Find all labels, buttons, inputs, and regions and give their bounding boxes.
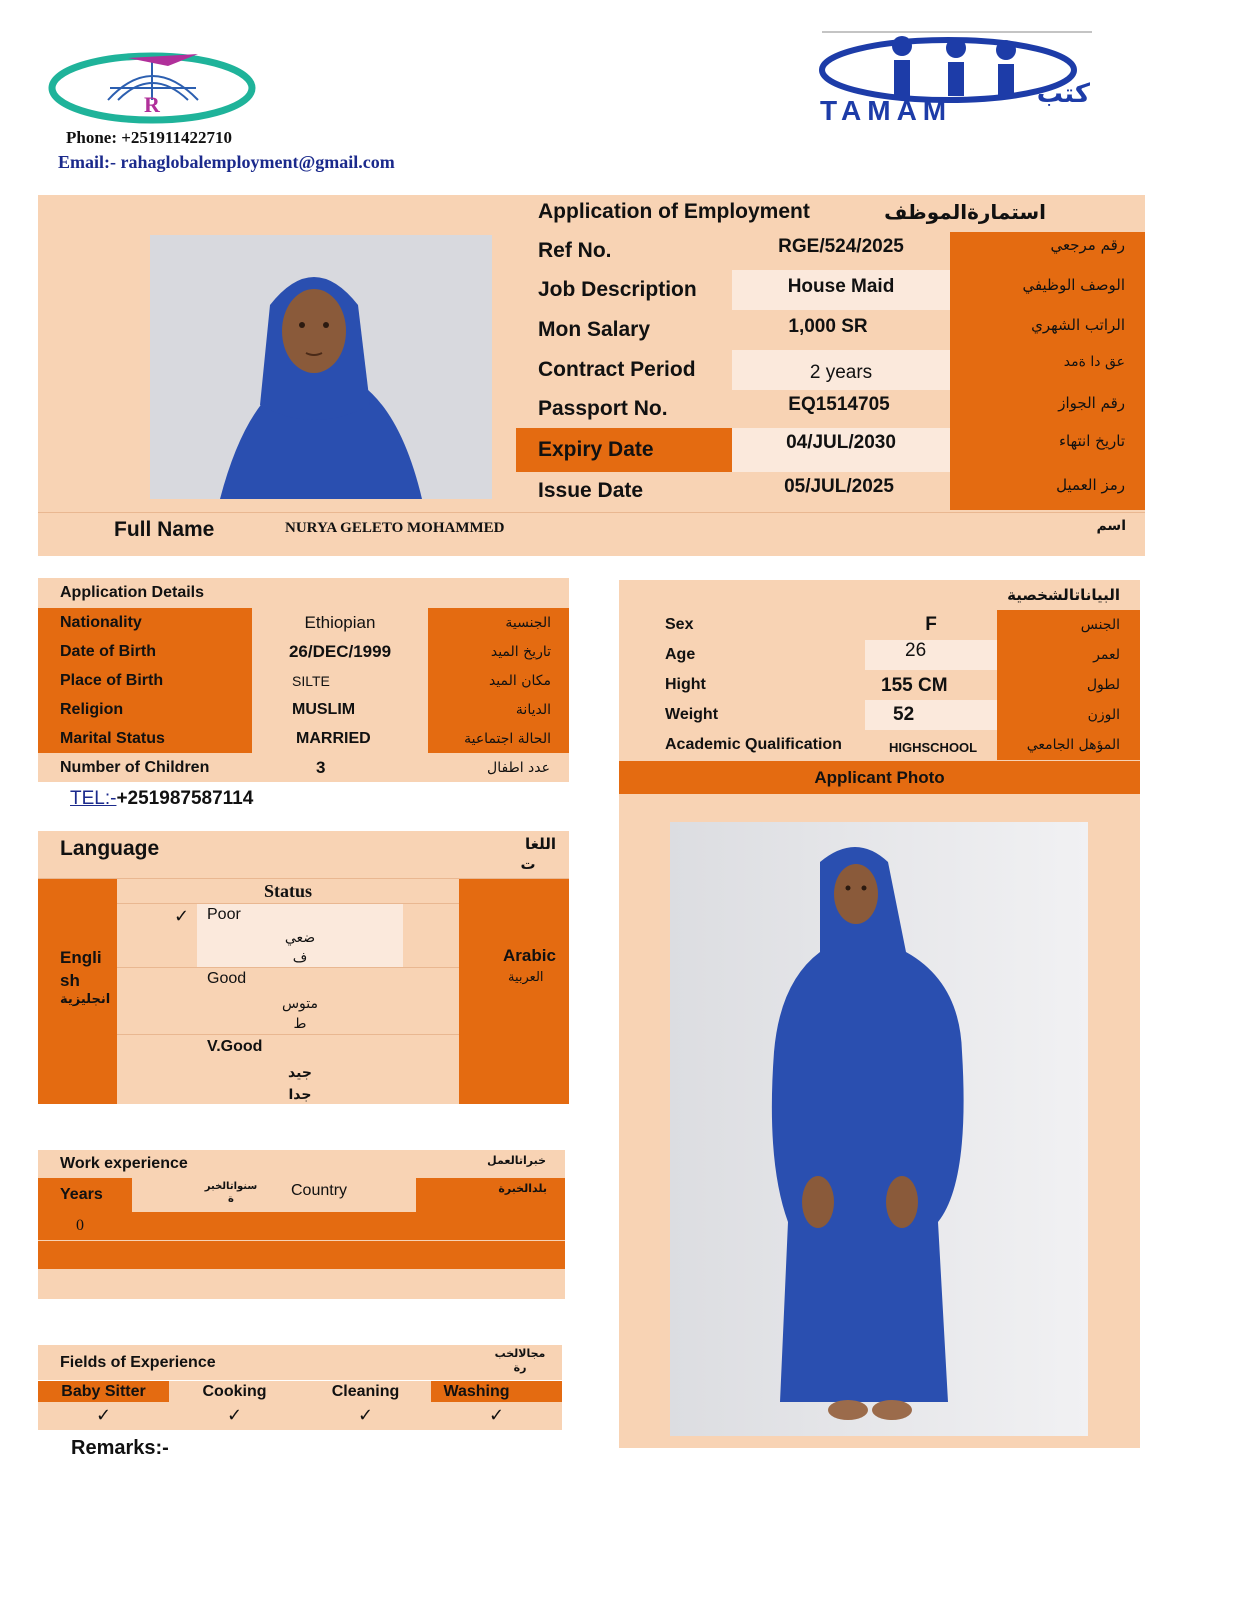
academic-ar: المؤهل الجامعي xyxy=(997,730,1140,760)
date-of-birth-ar: تاريخ الميد xyxy=(428,637,569,666)
vgood-label: V.Good xyxy=(207,1038,263,1055)
issue-date-label: Issue Date xyxy=(538,479,644,502)
job-description-ar: الوصف الوظيفي xyxy=(950,270,1145,310)
english-label-line1: Engli xyxy=(60,948,102,967)
poor-ar xyxy=(280,928,320,968)
sex-value: F xyxy=(925,614,937,635)
age-label: Age xyxy=(665,646,696,663)
weight-ar: الوزن xyxy=(997,700,1140,730)
contract-period-ar: عق دا ةمد xyxy=(950,350,1145,390)
expiry-date-label: Expiry Date xyxy=(516,428,732,472)
passport-photo xyxy=(150,235,492,499)
personal-title-ar: البياناتالشخصية xyxy=(1007,586,1120,604)
field-washing-check[interactable]: ✓ xyxy=(488,1404,505,1426)
good-ar-line2: ط xyxy=(293,1016,307,1032)
height-value: 155 CM xyxy=(881,675,948,696)
applicant-photo xyxy=(670,822,1088,1436)
applicant-photo-header: Applicant Photo xyxy=(619,761,1140,794)
good-ar xyxy=(280,994,320,1034)
date-of-birth-value: 26/DEC/1999 xyxy=(252,637,428,666)
date-of-birth-label: Date of Birth xyxy=(38,637,252,666)
good-ar-line1: متوس xyxy=(281,996,319,1012)
raha-logo-letter: R xyxy=(144,92,160,117)
fields-title-ar xyxy=(490,1347,550,1375)
field-baby-sitter-check[interactable]: ✓ xyxy=(95,1404,112,1426)
years-country-cell xyxy=(132,1178,416,1212)
height-ar: لطول xyxy=(997,670,1140,700)
children-value: 3 xyxy=(316,757,326,777)
religion-label: Religion xyxy=(38,695,252,724)
nationality-ar: الجنسية xyxy=(428,608,569,637)
tamam-logo-text: TAMAM xyxy=(820,95,953,126)
tel-prefix: TEL:- xyxy=(70,788,117,809)
religion-ar: الديانة xyxy=(428,695,569,724)
header-email: Email:- rahaglobalemployment@gmail.com xyxy=(58,152,395,172)
place-of-birth-ar: مكان الميد xyxy=(428,666,569,695)
poor-ar-line2: ف xyxy=(292,950,308,966)
job-description-label: Job Description xyxy=(538,278,697,301)
issue-date-ar: رمز العميل xyxy=(950,472,1145,510)
ref-no-label: Ref No. xyxy=(538,239,612,262)
contract-period-label: Contract Period xyxy=(538,358,696,381)
field-baby-sitter: Baby Sitter xyxy=(38,1381,169,1402)
marital-status-ar: الحالة اجتماعية xyxy=(428,724,569,753)
arabic-column xyxy=(459,879,569,1104)
work-title-ar: خبراتالعمل xyxy=(487,1153,546,1167)
poor-check[interactable]: ✓ xyxy=(174,906,190,927)
raha-logo xyxy=(48,44,260,128)
work-title: Work experience xyxy=(38,1150,565,1178)
sex-label: Sex xyxy=(665,616,694,633)
salary-ar: الراتب الشهري xyxy=(950,310,1145,350)
ref-no-value: RGE/524/2025 xyxy=(778,236,904,257)
work-row-empty xyxy=(38,1241,565,1269)
issue-date-value: 05/JUL/2025 xyxy=(784,476,894,497)
years-ar-line1: سنواتالخبر xyxy=(204,1181,258,1192)
english-label-ar: انجليزية xyxy=(60,992,111,1007)
country-ar: بلدالخبرة xyxy=(416,1178,565,1212)
salary-value: 1,000 SR xyxy=(788,316,868,337)
fields-title-ar-line1: مجالالخب xyxy=(494,1347,546,1360)
language-title-ar-line1: اللغا xyxy=(525,835,556,853)
arabic-label: Arabic xyxy=(503,946,556,965)
marital-status-label: Marital Status xyxy=(38,724,252,753)
ref-no-ar: رقم مرجعي xyxy=(950,232,1145,270)
fields-title-ar-line2: رة xyxy=(513,1361,527,1374)
country-header: Country xyxy=(291,1182,348,1199)
sex-ar: الجنس xyxy=(997,610,1140,640)
language-title-ar-line2: ت xyxy=(520,855,536,873)
marital-status-value: MARRIED xyxy=(252,724,428,753)
weight-value: 52 xyxy=(865,700,997,730)
tel-number[interactable]: +251987587114 xyxy=(116,788,254,809)
expiry-date-value: 04/JUL/2030 xyxy=(732,428,950,472)
good-label: Good xyxy=(207,970,247,987)
place-of-birth-label: Place of Birth xyxy=(38,666,252,695)
full-name-label: Full Name xyxy=(114,518,215,541)
expiry-date-ar: تاريخ انتهاء xyxy=(950,428,1145,472)
years-ar xyxy=(196,1180,266,1206)
arabic-label-ar: العربية xyxy=(508,970,544,985)
poor-ar-line1: ضعي xyxy=(284,930,316,946)
language-title-ar xyxy=(500,834,556,874)
poor-label: Poor xyxy=(207,906,241,923)
status-header: Status xyxy=(263,880,312,901)
full-name-ar: اسم xyxy=(1096,518,1126,534)
weight-label: Weight xyxy=(665,706,719,723)
children-ar: عدد اطفال xyxy=(487,759,550,776)
tel-line xyxy=(70,788,253,810)
age-ar: لعمر xyxy=(997,640,1140,670)
academic-value: HIGHSCHOOL xyxy=(889,739,978,755)
tamam-logo xyxy=(818,30,1098,126)
field-washing: Washing xyxy=(431,1381,562,1402)
vgood-ar-line1: جيد xyxy=(288,1065,312,1081)
contract-period-value: 2 years xyxy=(732,350,950,390)
work-row-empty-2 xyxy=(38,1269,565,1299)
remarks-label: Remarks:- xyxy=(71,1437,169,1459)
english-label-line2: sh xyxy=(60,971,80,990)
tamam-logo-arabic: كتب xyxy=(1036,79,1090,109)
field-cooking: Cooking xyxy=(169,1381,300,1402)
nationality-label: Nationality xyxy=(38,608,252,637)
academic-label: Academic Qualification xyxy=(665,736,842,753)
application-title: Application of Employment xyxy=(538,200,810,223)
passport-no-ar: رقم الجواز xyxy=(950,390,1145,428)
header-phone: Phone: +251911422710 xyxy=(66,128,232,147)
place-of-birth-value: SILTE xyxy=(252,666,428,695)
religion-value: MUSLIM xyxy=(252,695,428,724)
vgood-ar xyxy=(280,1062,320,1106)
nationality-value: Ethiopian xyxy=(252,608,428,637)
language-title: Language xyxy=(60,837,160,860)
field-cleaning: Cleaning xyxy=(300,1381,431,1402)
field-cooking-check[interactable]: ✓ xyxy=(226,1404,243,1426)
salary-label: Mon Salary xyxy=(538,318,651,341)
field-cleaning-check[interactable]: ✓ xyxy=(357,1404,374,1426)
years-ar-line2: ة xyxy=(228,1194,234,1205)
children-label: Number of Children xyxy=(38,753,569,782)
years-header: Years xyxy=(38,1178,132,1212)
job-description-value: House Maid xyxy=(732,270,950,310)
passport-no-label: Passport No. xyxy=(538,397,668,420)
good-divider xyxy=(117,967,459,968)
vgood-ar-line2: جدا xyxy=(288,1087,312,1103)
full-name-divider xyxy=(38,512,1145,513)
vgood-divider xyxy=(117,1034,459,1035)
age-value: 26 xyxy=(865,640,997,670)
height-label: Hight xyxy=(665,676,706,693)
fields-title: Fields of Experience xyxy=(38,1345,562,1380)
application-title-ar: استمارةالموظف xyxy=(884,200,1046,224)
years-value: 0 xyxy=(38,1212,565,1240)
details-title: Application Details xyxy=(38,578,569,608)
passport-no-value: EQ1514705 xyxy=(788,394,890,415)
english-label xyxy=(60,946,102,992)
full-name-value: NURYA GELETO MOHAMMED xyxy=(285,519,505,536)
